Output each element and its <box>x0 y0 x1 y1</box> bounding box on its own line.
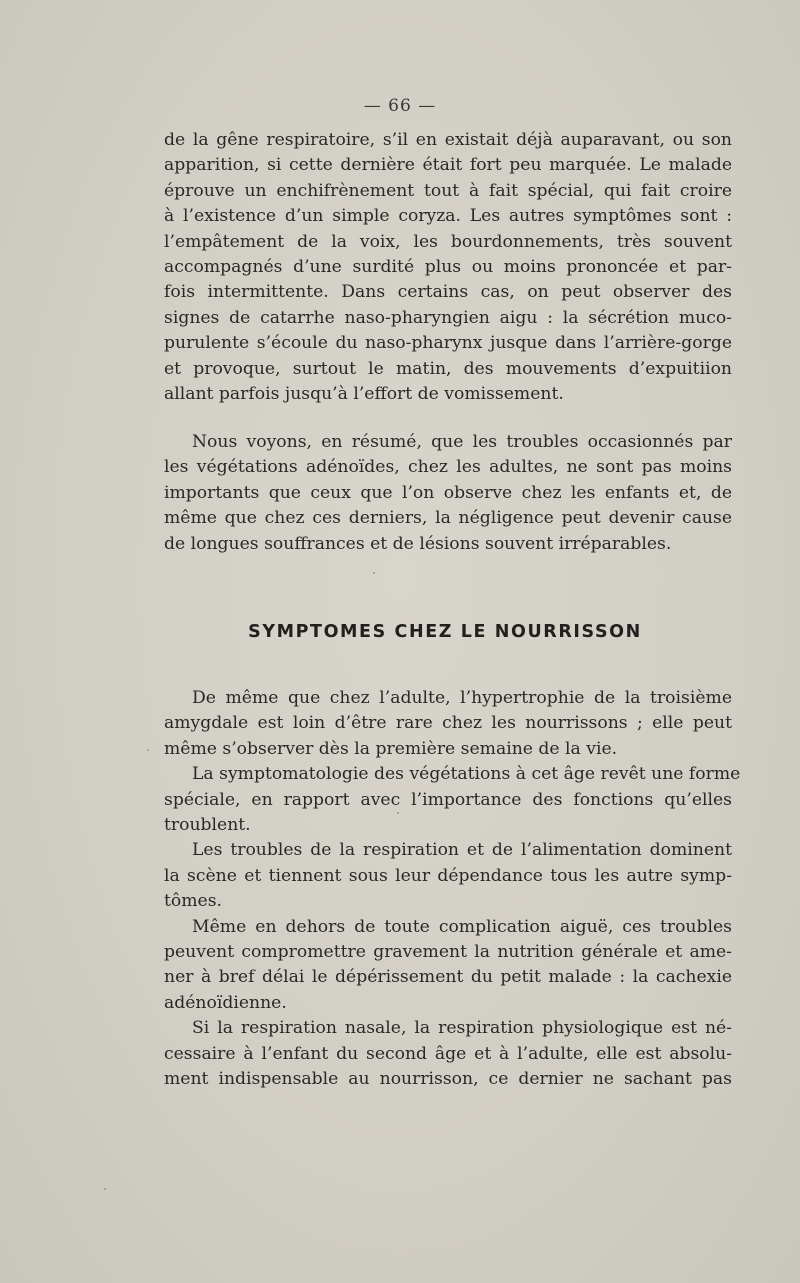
paper-speck <box>147 749 149 751</box>
text-line: accompagnés d’une surdité plus ou moins prononcée et par- <box>164 257 732 278</box>
text-line: De même que chez l’adulte, l’hypertrophie de la troisième <box>192 688 732 708</box>
text-line: allant parfois jusqu’à l’effort de vomissement. <box>164 384 564 405</box>
paragraph-summary <box>164 430 732 557</box>
paper-speck <box>104 1188 106 1190</box>
text-line: cessaire à l’enfant du second âge et à l’adulte, elle est absolu- <box>164 1043 732 1064</box>
paragraph-adult-symptoms-continued <box>164 128 732 407</box>
text-line: apparition, si cette dernière était fort peu marquée. Le malade <box>164 155 732 176</box>
text-line: peuvent compromettre gravement la nutrition générale et ame- <box>164 942 732 963</box>
text-line: même s’observer dès la première semaine de la vie. <box>164 738 618 759</box>
text-line: La symptomatologie des végétations à cet âge revêt une forme <box>192 764 741 785</box>
text-line: à l’existence d’un simple coryza. Les autres symptômes sont : <box>164 206 732 227</box>
paper-speck <box>373 572 375 574</box>
text-line: et provoque, surtout le matin, des mouvements d’expuitiion <box>164 358 732 379</box>
text-line: adénoïdienne. <box>164 992 287 1013</box>
text-line: l’empâtement de la voix, les bourdonnements, très souvent <box>164 231 732 252</box>
text-line: la scène et tiennent sous leur dépendance tous les autre symp- <box>164 865 732 886</box>
text-line: Nous voyons, en résumé, que les troubles occasionnés par <box>192 432 732 452</box>
paper-speck <box>397 812 399 814</box>
paragraph-infant-symptoms <box>164 686 741 1093</box>
text-line: de longues souffrances et de lésions souvent irréparables. <box>164 533 672 554</box>
text-line: éprouve un enchifrènement tout à fait spécial, qui fait croire <box>164 180 732 201</box>
text-line: même que chez ces derniers, la négligence peut devenir cause <box>164 508 732 529</box>
text-line: les végétations adénoïdes, chez les adultes, ne sont pas moins <box>164 457 732 478</box>
text-line: de la gêne respiratoire, s’il en existait déjà auparavant, ou son <box>164 130 732 150</box>
text-line: troublent. <box>164 815 251 836</box>
text-line: signes de catarrhe naso-pharyngien aigu : la sécrétion muco- <box>164 307 732 328</box>
text-line: ment indispensable au nourrisson, ce dernier ne sachant pas <box>164 1069 732 1090</box>
text-line: Même en dehors de toute complication aiguë, ces troubles <box>192 916 732 937</box>
text-line: Les troubles de la respiration et de l’alimentation dominent <box>192 840 732 861</box>
text-line: Si la respiration nasale, la respiration physiologique est né- <box>192 1018 732 1039</box>
text-line: spéciale, en rapport avec l’importance des fonctions qu’elles <box>164 789 732 810</box>
text-line: ner à bref délai le dépérissement du petit malade : la cachexie <box>164 967 732 988</box>
text-line: purulente s’écoule du naso-pharynx jusque dans l’arrière-gorge <box>164 333 732 354</box>
text-line: tômes. <box>164 891 223 912</box>
text-line: importants que ceux que l’on observe chez les enfants et, de <box>164 482 732 503</box>
page-number: — 66 — <box>363 96 437 116</box>
text-line: fois intermittente. Dans certains cas, on peut observer des <box>164 282 732 303</box>
text-line: amygdale est loin d’être rare chez les nourrissons ; elle peut <box>164 713 732 734</box>
section-heading: SYMPTOMES CHEZ LE NOURRISSON <box>248 622 642 642</box>
